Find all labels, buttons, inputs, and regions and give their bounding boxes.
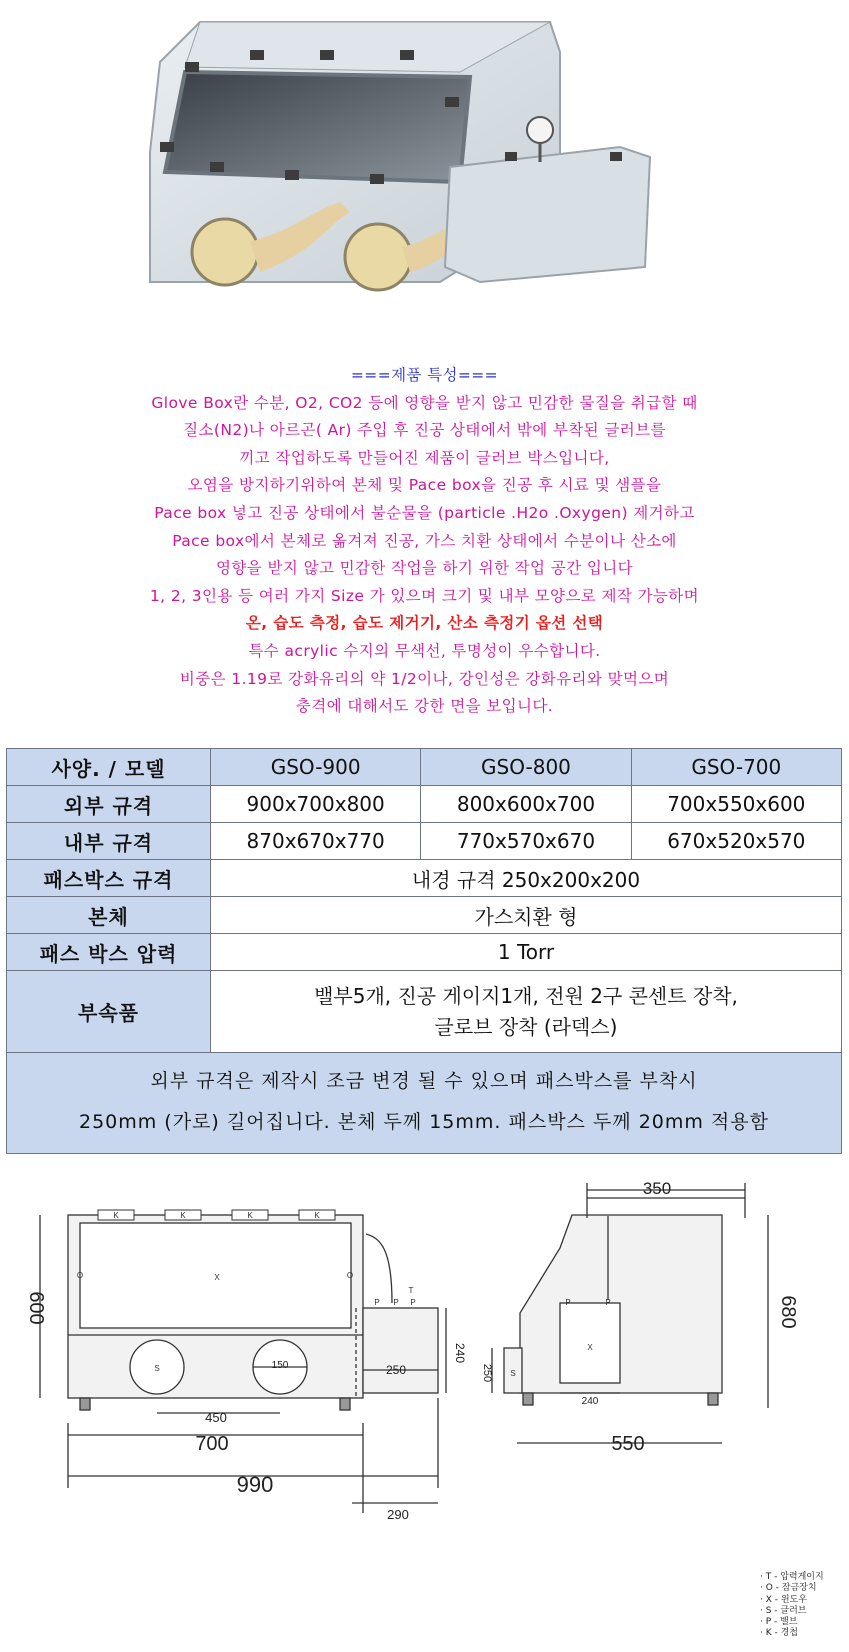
mark-x: X — [214, 1273, 220, 1282]
table-cell: 가스치환 형 — [211, 897, 842, 934]
dim-350: 350 — [642, 1179, 672, 1198]
table-row — [7, 823, 842, 860]
dim-680: 680 — [777, 1295, 799, 1329]
product-photo — [140, 12, 700, 337]
table-row — [7, 971, 842, 1053]
product-features — [0, 362, 849, 721]
table-cell: 내경 규격 250x200x200 — [211, 860, 842, 897]
mark-o: O — [346, 1271, 354, 1280]
row-label: 본체 — [7, 897, 211, 934]
legend-item: · P - 밸브 — [760, 1617, 798, 1628]
dim-250: 250 — [385, 1363, 407, 1377]
feature-line: Pace box 넣고 진공 상태에서 불순물을 (particle .H2o .Oxygen) 제거하고 — [154, 503, 695, 522]
feature-line: Glove Box란 수분, O2, CO2 등에 영향을 받지 않고 민감한 물질을 취급할 때 — [151, 393, 698, 412]
legend-item: · O - 잠금장치 — [760, 1583, 817, 1594]
mark-k: K — [113, 1211, 119, 1220]
dim-450: 450 — [205, 1410, 227, 1425]
header-spec-model: 사양. / 모델 — [7, 749, 211, 786]
row-label: 패스박스 규격 — [7, 860, 211, 897]
dim-990: 990 — [236, 1472, 274, 1497]
header-model: GSO-900 — [211, 749, 421, 786]
accessories-line: 밸부5개, 진공 게이지1개, 전원 2구 콘센트 장착, — [314, 983, 738, 1008]
feature-line: 1, 2, 3인용 등 여러 가지 Size 가 있으며 크기 및 내부 모양으로 제작 가능하며 — [149, 586, 700, 605]
dim-600: 600 — [25, 1291, 47, 1325]
legend-item: · X - 윈도우 — [760, 1594, 807, 1605]
accessories-line: 글로브 장착 (라덱스) — [434, 1014, 618, 1039]
table-header-row — [7, 749, 842, 786]
features-title: ===제품 특성=== — [350, 366, 499, 384]
note-line: 외부 규격은 제작시 조금 변경 될 수 있으며 패스박스를 부착시 — [150, 1070, 698, 1092]
legend-item: · S - 글러브 — [760, 1605, 807, 1616]
feature-line: 질소(N2)나 아르곤( Ar) 주입 후 진공 상태에서 밖에 부착된 글러브를 — [183, 421, 666, 440]
row-label: 패스 박스 압력 — [7, 934, 211, 971]
feature-line: 특수 acrylic 수지의 무색선, 투명성이 우수합니다. — [248, 641, 601, 660]
technical-drawing — [0, 1179, 849, 1648]
dim-250-side: 250 — [481, 1363, 493, 1383]
feature-options-highlight: 온, 습도 측정, 습도 제거기, 산소 측정기 옵션 선택 — [245, 614, 604, 633]
mark-k: K — [314, 1211, 320, 1220]
feature-line: Pace box에서 본체로 옮겨져 진공, 가스 치환 상태에서 수분이나 산소에 — [172, 531, 677, 550]
mark-o: O — [76, 1271, 84, 1280]
table-cell — [211, 971, 842, 1053]
feature-line: 오염을 방지하기위하여 본체 및 Pace box을 진공 후 시료 및 샘플을 — [187, 476, 662, 495]
feature-line: 비중은 1.19로 강화유리의 약 1/2이나, 강인성은 강화유리와 맞먹으며 — [179, 669, 670, 688]
table-row — [7, 934, 842, 971]
legend-item: · T - 압력게이지 — [760, 1572, 824, 1582]
feature-line: 영향을 받지 않고 민감한 작업을 하기 위한 작업 공간 입니다 — [216, 559, 633, 578]
table-cell: 700x550x600 — [631, 786, 841, 823]
dim-240: 240 — [453, 1342, 467, 1364]
table-cell: 670x520x570 — [631, 823, 841, 860]
table-row — [7, 786, 842, 823]
mark-p: P — [393, 1298, 399, 1307]
table-cell: 800x600x700 — [421, 786, 631, 823]
table-cell: 770x570x670 — [421, 823, 631, 860]
table-cell: 1 Torr — [211, 934, 842, 971]
mark-p: P — [374, 1298, 380, 1307]
mark-k: K — [247, 1211, 253, 1220]
dim-150: 150 — [271, 1360, 289, 1371]
mark-s: S — [154, 1364, 160, 1373]
dim-550: 550 — [611, 1433, 645, 1455]
mark-s: S — [510, 1369, 516, 1378]
table-note — [7, 1053, 842, 1154]
mark-p: P — [565, 1298, 571, 1307]
note-line: 250mm (가로) 길어집니다. 본체 두께 15mm. 패스박스 두께 20mm 적용함 — [78, 1111, 769, 1133]
feature-line: 끼고 작업하도록 만들어진 제품이 글러브 박스입니다, — [239, 448, 610, 467]
header-model: GSO-700 — [631, 749, 841, 786]
legend-item: · K - 경첩 — [760, 1628, 798, 1639]
table-row — [7, 897, 842, 934]
header-model: GSO-800 — [421, 749, 631, 786]
mark-x: X — [587, 1343, 593, 1352]
row-label: 부속품 — [7, 971, 211, 1053]
spec-table — [6, 748, 842, 1154]
row-label: 외부 규격 — [7, 786, 211, 823]
dim-290: 290 — [387, 1507, 409, 1522]
table-cell: 870x670x770 — [211, 823, 421, 860]
table-note-row — [7, 1053, 842, 1154]
table-cell: 900x700x800 — [211, 786, 421, 823]
dim-240-side: 240 — [581, 1396, 599, 1407]
row-label: 내부 규격 — [7, 823, 211, 860]
feature-line: 충격에 대해서도 강한 면을 보입니다. — [295, 697, 554, 716]
mark-p: P — [605, 1298, 611, 1307]
mark-p: P — [410, 1298, 416, 1307]
table-row — [7, 860, 842, 897]
drawing-legend — [760, 1572, 824, 1640]
mark-t: T — [408, 1286, 414, 1295]
mark-k: K — [180, 1211, 186, 1220]
dim-700: 700 — [195, 1433, 229, 1455]
